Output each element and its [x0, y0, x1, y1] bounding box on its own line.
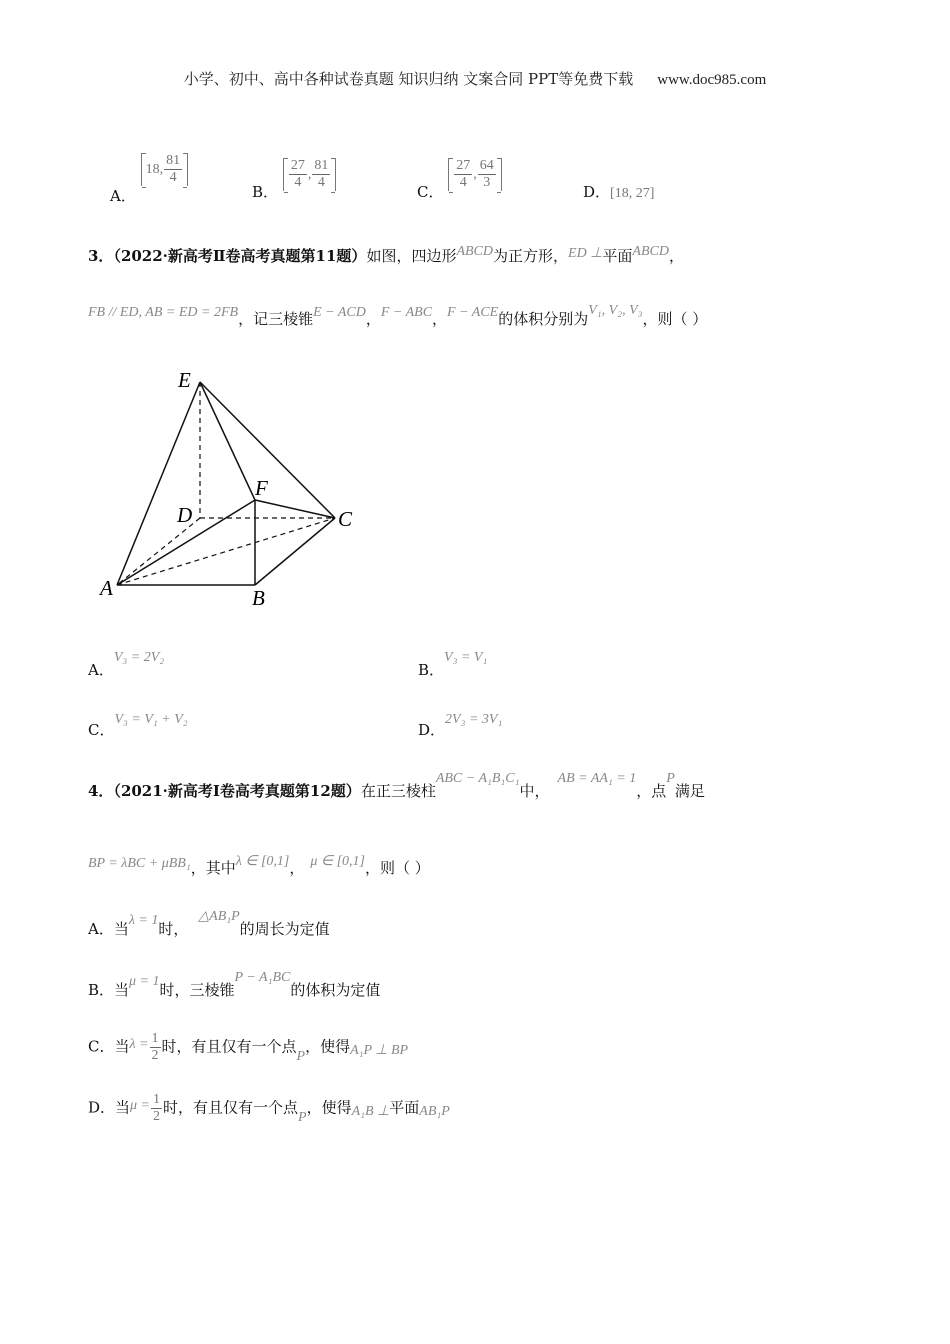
edge-ef [200, 382, 255, 500]
q4-option-d: D．当μ = $\frac{1}{2}$ 时，有且仅有一个点P，使得A₁B ⊥平面AB₁P [88, 1092, 450, 1125]
edge-da [117, 518, 200, 585]
q4-source: （2021·新高考Ⅰ卷高考真题第12题） [113, 782, 361, 800]
edge-fc [255, 500, 335, 518]
q2-option-b: B． $\frac{27}{4}$ , $\frac{81}{4}$ [252, 153, 336, 191]
header-text: 小学、初中、高中各种试卷真题 知识归纳 文案合同 PPT等免费下载 [183, 70, 634, 88]
q3-line-1: 3．（2022·新高考Ⅱ卷高考真题第11题）如图，四边形ABCD为正方形，ED ⊥平面ABCD， [88, 244, 684, 265]
edge-bc [255, 518, 335, 585]
q3-option-c: C．V₃ = V₁ + V₂ [88, 712, 188, 739]
q3-option-d: D．2V₃ = 3V₁ [418, 712, 503, 739]
q3-line-2: FB // ED, AB = ED = 2FB，记三棱锥E − ACD，F − ABC，F − ACE的体积分别为V₁, V₂, V₃，则（ ） [88, 303, 708, 328]
label-d: D [177, 503, 193, 527]
q3-source: （2022·新高考Ⅱ卷高考真题第11题） [113, 247, 367, 265]
q2-option-b-interval: $\frac{27}{4}$ , $\frac{81}{4}$ [283, 158, 337, 191]
q2-option-a-interval: 18, $\frac{81}{4}$ [141, 153, 189, 186]
q3-option-b: B．V₃ = V₁ [418, 650, 488, 679]
q4-option-a: A．当λ = 1时，△AB₁P的周长为定值 [88, 909, 330, 938]
q2-option-c: C． $\frac{27}{4}$ , $\frac{64}{3}$ [417, 153, 502, 191]
q4-number: 4． [88, 782, 114, 800]
pyramid-figure [95, 360, 375, 620]
q2-option-a: A． 18, $\frac{81}{4}$ [110, 153, 188, 186]
q2-option-c-interval: $\frac{27}{4}$ , $\frac{64}{3}$ [448, 158, 502, 191]
q3-option-a: A．V₃ = 2V₂ [88, 650, 165, 679]
header-url: www.doc985.com [657, 72, 767, 88]
q4-option-b: B．当μ = 1时，三棱锥P − A₁BC的体积为定值 [88, 970, 381, 999]
q4-line-2: BP = λBC + μBB₁，其中λ ∈ [0,1]， μ ∈ [0,1]，则（ ） [88, 854, 430, 877]
q2-option-d: D．[18, 27] [583, 183, 655, 201]
label-e: E [178, 368, 191, 392]
edge-ea [117, 382, 200, 585]
q4-line-1: 4．（2021·新高考Ⅰ卷高考真题第12题）在正三棱柱ABC − A₁B₁C₁中，AB = AA₁ = 1，点P满足 [88, 771, 705, 800]
label-f: F [255, 476, 268, 500]
edge-ac [117, 518, 335, 585]
q4-option-c: C．当λ = $\frac{1}{2}$ 时，有且仅有一个点P，使得A₁P ⊥ BP [88, 1031, 409, 1064]
label-a: A [100, 576, 113, 600]
page-header [0, 68, 950, 89]
q3-number: 3． [88, 247, 114, 265]
label-c: C [338, 507, 353, 531]
label-b: B [252, 586, 265, 610]
